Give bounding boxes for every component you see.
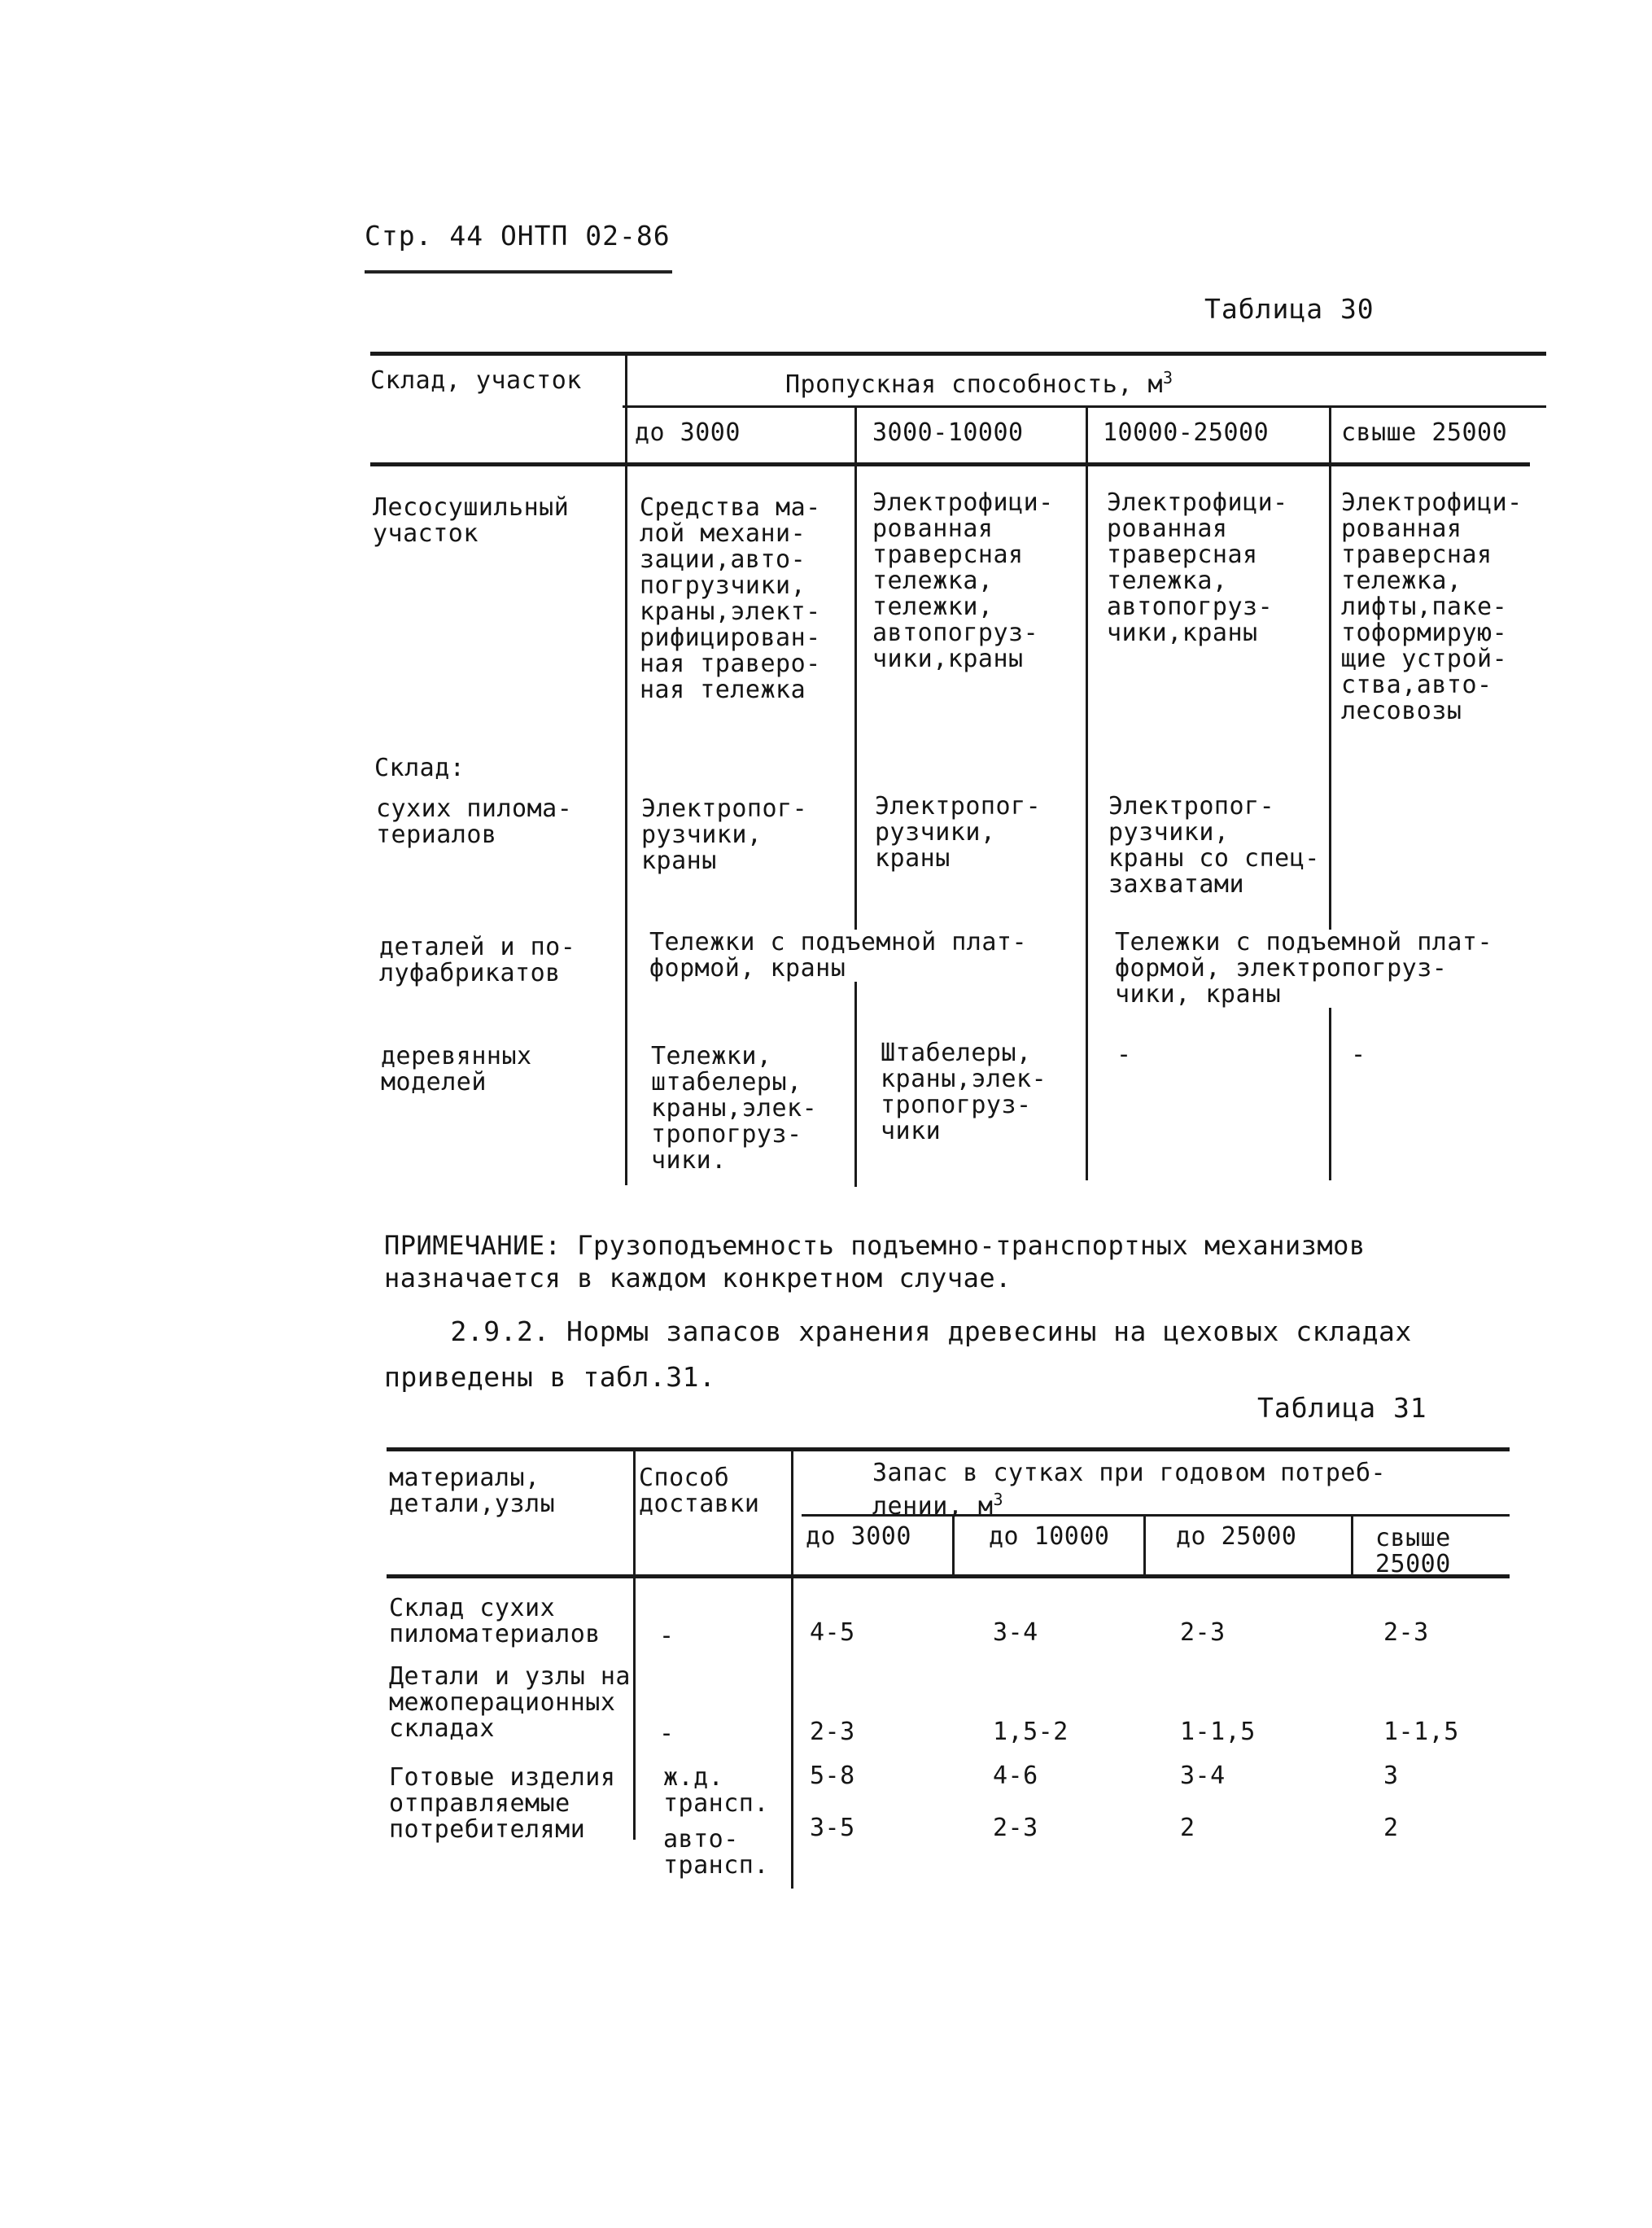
table31-header-group [872,1460,1386,1520]
table30-cell: Электропог- рузчики, краны [641,794,808,875]
table31-value: 2 [1180,1814,1195,1842]
table30-row-name: деревянных моделей [381,1042,532,1096]
table30-cell: Электрофици- рованная траверсная тележка, тележки, автопогруз- чики,краны [872,488,1054,673]
table30-subheader-rule [623,405,1546,408]
table31-value: 1-1,5 [1383,1718,1459,1746]
table30-cell: Средства ма- лой механи- зации,авто- погрузчики, краны,элект- рифицирован- ная траверо- ная тележка [640,493,821,704]
table30-cell: Электрофици- рованная траверсная тележка, автопогруз- чики,краны [1107,488,1288,647]
table30-vline-4 [1329,407,1331,1180]
table31-vline-2 [791,1449,793,1889]
table30-cell: Штабелеры, краны,элек- тропогруз- чики [881,1039,1047,1145]
table30-cell: Электропог- рузчики, краны [875,792,1042,873]
table30-col-header: до 3000 [635,418,741,447]
table31-delivery: авто- трансп. [663,1825,769,1880]
table31-col-header: до 10000 [989,1522,1110,1551]
table30-row-name: Лесосушильный участок [373,493,570,548]
table30-vline-2 [854,407,857,1187]
table30-header-group-text: Пропускная способность, м [785,370,1164,399]
table31-row-name: Детали и узлы на межоперационных складах [389,1662,631,1743]
table31-vline-4 [1143,1516,1146,1576]
table31-col-header: свыше 25000 [1375,1524,1451,1578]
table31-top-rule [387,1447,1510,1451]
table31-value: 2 [1383,1814,1399,1842]
table30-top-rule [370,352,1546,356]
table31-vline-3 [952,1516,955,1576]
table31-value: 3-4 [1180,1762,1226,1790]
table31-value: 2-3 [993,1814,1038,1842]
table30-cell: Электрофици- рованная траверсная тележка, лифты,паке- тоформирую- щие устрой- ства,авто- лесовозы [1341,488,1523,725]
table30-col-header: свыше 25000 [1341,418,1508,447]
table31-value: 1,5-2 [993,1718,1069,1746]
table30-cell: - [1351,1040,1366,1069]
table30-row-name: деталей и по- луфабрикатов [379,933,576,987]
table31-vline-1 [633,1449,636,1840]
table30-header-col1: Склад, участок [370,366,582,395]
table31-caption: Таблица 31 [1257,1392,1427,1424]
table31-header-col2: Способ доставки [639,1464,760,1518]
table30-cell: - [1117,1040,1132,1069]
table30-cell: Тележки, штабелеры, краны,элек- тропогруз- чики. [651,1042,818,1175]
table31-delivery: - [659,1719,675,1748]
table31-value: 5-8 [810,1762,855,1790]
table31-row-name: Склад сухих пиломатериалов [389,1594,601,1648]
table31-value: 1-1,5 [1180,1718,1256,1746]
table30-col-header: 3000-10000 [872,418,1024,447]
table30-cell: Электропог- рузчики, краны со спец- захватами [1108,792,1320,899]
table30-col-header: 10000-25000 [1103,418,1270,447]
table30-group-label: Склад: [374,754,465,782]
table31-col-header: до 25000 [1176,1522,1297,1551]
table31-header-col1: материалы, детали,узлы [389,1464,556,1518]
table31-vline-5 [1351,1516,1353,1576]
table31-value: 2-3 [1180,1618,1226,1647]
table31-value: 3-5 [810,1814,855,1842]
table31-value: 4-5 [810,1618,855,1647]
table30-row-name: сухих пилома- териалов [376,794,573,849]
note: ПРИМЕЧАНИЕ: Грузоподъемность подъемно-транспортных механизмов назначается в каждом конкретном случае. [384,1230,1366,1293]
header-rule [365,270,672,274]
table30-merged-cell: Тележки с подъемной плат- формой, электропогруз- чики, краны [1115,928,1493,1009]
table31-col-header: до 3000 [806,1522,911,1551]
table30-merged-cell: Тележки с подъемной плат- формой, краны [649,928,1028,983]
table30-header-group-sup: 3 [1163,368,1173,387]
table31-header-rule [387,1574,1510,1578]
page-header: Стр. 44 ОНТП 02-86 [365,220,671,252]
table30-header-group [785,365,1173,398]
table31-value: 2-3 [810,1718,855,1746]
table31-value: 3-4 [993,1618,1038,1647]
paragraph-2-9-2: 2.9.2. Нормы запасов хранения древесины на цеховых складах приведены в табл.31. [384,1315,1412,1393]
table31-row-name: Готовые изделия отправляемые потребителями [389,1763,616,1844]
table31-header-group-text: Запас в сутках при годовом потреб- лении, м [872,1459,1387,1521]
table31-delivery: - [659,1622,675,1650]
table31-header-group-sup: 3 [993,1490,1004,1509]
table31-value: 2-3 [1383,1618,1429,1647]
table30-header-rule [370,462,1530,466]
table30-vline-3 [1086,407,1088,1180]
table31-value: 3 [1383,1762,1399,1790]
table30-vline-1 [625,353,627,1185]
table31-delivery: ж.д. трансп. [663,1763,769,1818]
table31-value: 4-6 [993,1762,1038,1790]
table30-caption: Таблица 30 [1204,293,1374,325]
